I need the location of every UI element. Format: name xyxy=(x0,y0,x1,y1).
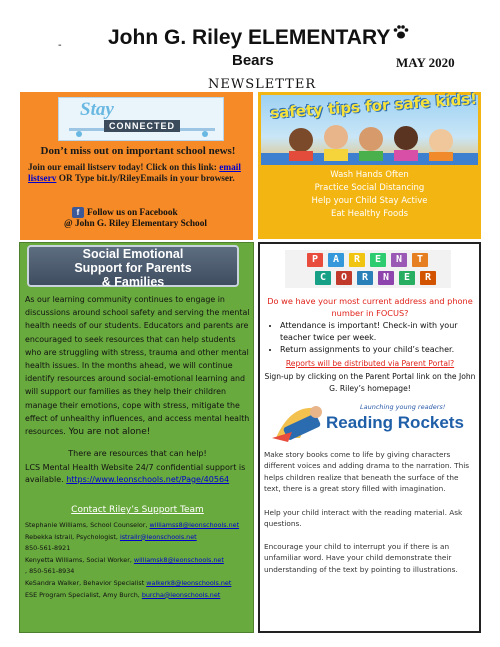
safety-tip: Wash Hands Often xyxy=(330,170,409,180)
staff-line: , 850-561-8934 xyxy=(25,567,75,576)
reading-tip: Help your child interact with the reading material. Ask questions. xyxy=(264,508,463,529)
safety-tip: Practice Social Distancing xyxy=(314,183,425,193)
staff-line: Rebekka Istrail, Psychologist, istrailr@leonschools.net xyxy=(25,532,197,541)
focus-question: Do we have your most current address and phone number in FOCUS? xyxy=(267,296,473,318)
parent-bullet: • Attendance is important! Check-in with your teacher twice per week. xyxy=(280,320,476,343)
social-emotional-title xyxy=(27,247,239,289)
facebook-icon: f xyxy=(72,207,84,218)
staff-email-link[interactable]: williamss8@leonschools.net xyxy=(149,521,240,529)
page-title: John G. Riley ELEMENTARY xyxy=(108,26,391,49)
staff-line: Kenyetta Williams, Social Worker, williamsk8@leonschools.net xyxy=(25,555,224,564)
parent-bullet: • Return assignments to your child’s teacher. xyxy=(280,344,476,356)
se-body-text: As our learning community continues to engage in discussions around school safety and serving the mental health needs of our students. Educators and parents are encouraged to seek resources that can help students who are struggling with stress, trauma and other mental health issues. In the months ahead, we will continue identify resources around social-emotional learning and will support our families as they help their children manage their emotions, cope with stress, mitigate the effect of unhealthy influences, and access mental health resources. xyxy=(25,295,250,437)
facebook-row[interactable] xyxy=(72,207,178,218)
short-url: bit.ly/RileyEmails xyxy=(96,174,168,184)
safety-tips-banner: safety tips for safe kids! xyxy=(269,89,478,123)
safety-tips-list xyxy=(262,169,477,221)
facebook-handle: @ John G. Riley Elementary School xyxy=(64,219,207,229)
facebook-label: Follow us on Facebook xyxy=(87,207,178,218)
letter-block: N xyxy=(391,253,407,267)
reading-tip: Make story books come to life by giving characters different voices and adding drama to the narration. This helps children realize that beneath the surface of the text, there is a great story filled with imagination. xyxy=(264,450,470,494)
letter-block: R xyxy=(420,271,436,285)
letter-block: R xyxy=(357,271,373,285)
letter-block: R xyxy=(349,253,365,267)
staff-email-link[interactable]: burcha@leonschools.net xyxy=(141,590,221,599)
letter-block: O xyxy=(336,271,352,285)
resources-line: There are resources that can help! xyxy=(68,449,207,458)
issue-date: MAY 2020 xyxy=(396,55,455,70)
listserv-end: in your browser. xyxy=(167,174,235,184)
lcs-text: LCS Mental Health Website 24/7 confidential support is available. xyxy=(25,463,246,484)
letter-block: C xyxy=(315,271,331,285)
se-title-line: Social Emotional xyxy=(82,247,184,261)
letter-block: E xyxy=(370,253,386,267)
contact-support-heading: Contact Riley’s Support Team xyxy=(71,505,204,515)
social-emotional-body xyxy=(25,293,250,439)
letter-block: T xyxy=(412,253,428,267)
stay-connected-heading: Don’t miss out on important school news! xyxy=(40,145,236,157)
support-staff-list xyxy=(25,520,253,601)
staff-line: ESE Program Specialist, Amy Burch, burcha@leonschools.net xyxy=(25,590,221,599)
reading-tip: Encourage your child to interrupt you if there is an unfamiliar word. Have your child demonstrate their understanding of the text by pointing to illustrations. xyxy=(264,542,458,574)
letter-block: A xyxy=(328,253,344,267)
staff-email-link[interactable]: williamsk8@leonschools.net xyxy=(133,555,224,564)
letter-block: P xyxy=(307,253,323,267)
se-title-line: & Families xyxy=(101,275,165,289)
parent-portal-signup: Sign-up by clicking on the Parent Portal link on the John G. Riley’s homepage! xyxy=(264,372,476,393)
paw-print-icon xyxy=(392,24,410,45)
reading-rockets-name: Reading Rockets xyxy=(326,413,464,432)
staff-line: 850-561-8921 xyxy=(25,544,71,553)
parent-corner-blocks-image xyxy=(285,250,451,288)
lcs-mental-health xyxy=(25,462,250,486)
staff-line: KeSandra Walker, Behavior Specialist walkerk8@leonschools.net xyxy=(25,578,232,587)
header-dash: - xyxy=(58,40,62,51)
parent-portal-notice: Reports will be distributed via Parent Portal? xyxy=(285,359,455,368)
newsletter-label: NEWSLETTER xyxy=(208,77,317,92)
not-alone-text: You are not alone! xyxy=(65,427,151,438)
staff-email-link[interactable]: walkerk8@leonschools.net xyxy=(146,578,232,587)
safety-tip: Eat Healthy Foods xyxy=(330,209,409,219)
safety-tip: Help your Child Stay Active xyxy=(311,196,428,206)
reading-rockets-tagline: Launching young readers! xyxy=(360,403,446,411)
listserv-or: OR Type xyxy=(56,174,97,184)
email-listserv-link[interactable]: email listserv xyxy=(28,163,241,184)
stay-logo-text: Stay xyxy=(80,99,114,120)
se-title-line: Support for Parents xyxy=(74,261,192,275)
staff-line: Stephanie Williams, School Counselor, williamss8@leonschools.net xyxy=(25,521,240,529)
staff-email-link[interactable]: istrailr@leonschools.net xyxy=(119,532,197,541)
page-subtitle: Bears xyxy=(232,52,274,69)
parent-bullets xyxy=(268,320,476,357)
connected-logo-text: CONNECTED xyxy=(104,120,180,132)
letter-block: E xyxy=(399,271,415,285)
listserv-instructions xyxy=(28,163,248,185)
letter-block: N xyxy=(378,271,394,285)
listserv-text: Join our email listserv today! Click on this link: xyxy=(28,163,220,173)
lcs-link[interactable]: https://www.leonschools.net/Page/40564 xyxy=(66,475,230,484)
